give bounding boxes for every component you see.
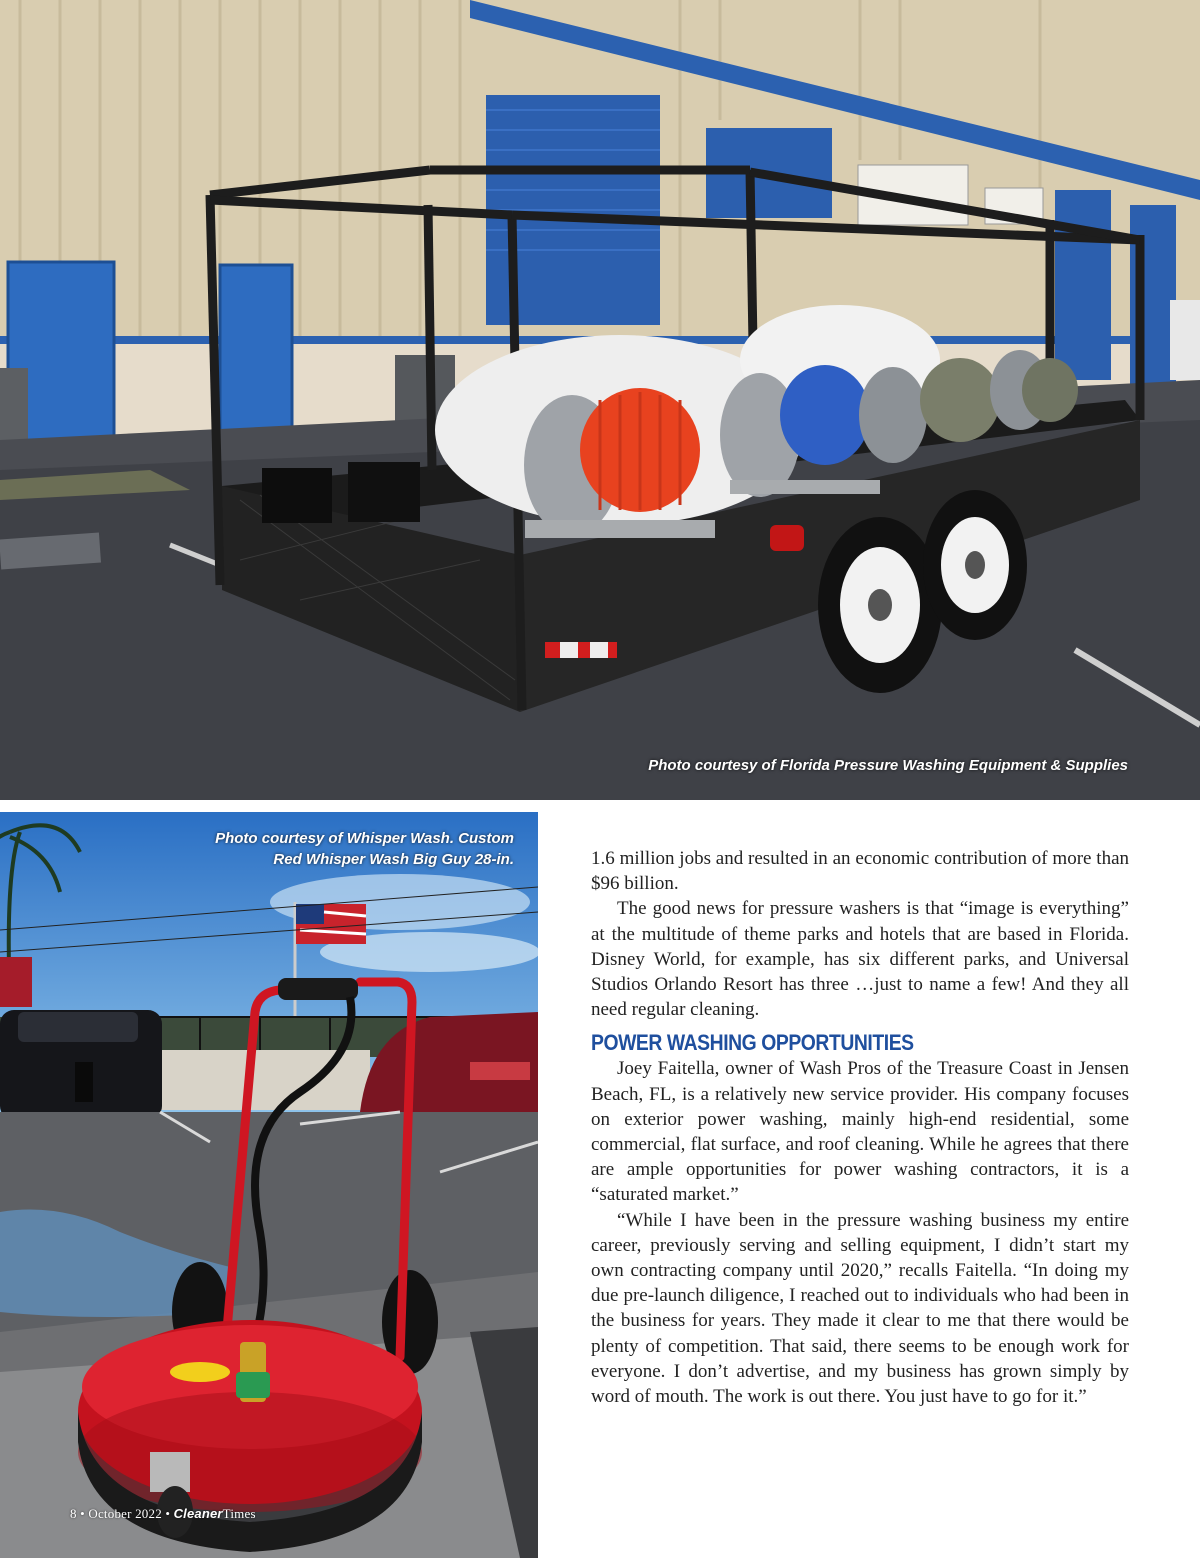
page-number: 8: [70, 1506, 77, 1521]
section-heading: POWER WASHING OPPORTUNITIES: [591, 1030, 914, 1056]
article-paragraph: Joey Faitella, owner of Wash Pros of the Treasure Coast in Jensen Beach, FL, is a relatively new service provider. His company focuses on exterior power washing, mainly high-end residential, some commercial, flat surface, and roof cleaning. While he agrees that there are ample opportunities for power washing contractors, it is a “saturated market.”: [591, 1058, 1129, 1206]
article-body: [591, 846, 1129, 1409]
issue-date: October 2022: [88, 1506, 162, 1521]
surface-cleaner-photo: [0, 812, 538, 1558]
article-paragraph: “While I have been in the pressure washing business my entire career, previously serving and selling equipment, I didn’t start my own contracting company until 2020,” recalls Faitella. “In doing my due pre-launch diligence, I reached out to individuals who had been in the business for years. They made it clear to me that there would be plenty of competition. That said, there seems to be enough work for everyone. I don’t advertise, and my business has grown simply by word of mouth. The work is out there. You just have to go for it.”: [591, 1209, 1129, 1408]
article-paragraph: 1.6 million jobs and resulted in an economic contribution of more than $96 billion.: [591, 848, 1129, 895]
photo-caption: [134, 828, 514, 870]
photo-caption: Photo courtesy of Florida Pressure Washing Equipment & Supplies: [648, 757, 1128, 774]
magazine-name-italic: Cleaner: [173, 1506, 223, 1521]
page-folio: [70, 1506, 256, 1522]
caption-line: Red Whisper Wash Big Guy 28-in.: [273, 851, 514, 868]
magazine-name: Times: [222, 1506, 256, 1521]
folio-separator: •: [80, 1506, 85, 1521]
folio-separator: •: [165, 1506, 171, 1521]
caption-line: Photo courtesy of Whisper Wash. Custom: [215, 830, 514, 847]
surface-cleaner-illustration: [0, 812, 538, 1558]
article-paragraph: The good news for pressure washers is that “image is everything” at the multitude of theme parks and hotels that are based in Florida. Disney World, for example, has six different parks, and Universal Studios Orlando Resort has three …just to name a few! And they all need regular cleaning.: [591, 898, 1129, 1021]
